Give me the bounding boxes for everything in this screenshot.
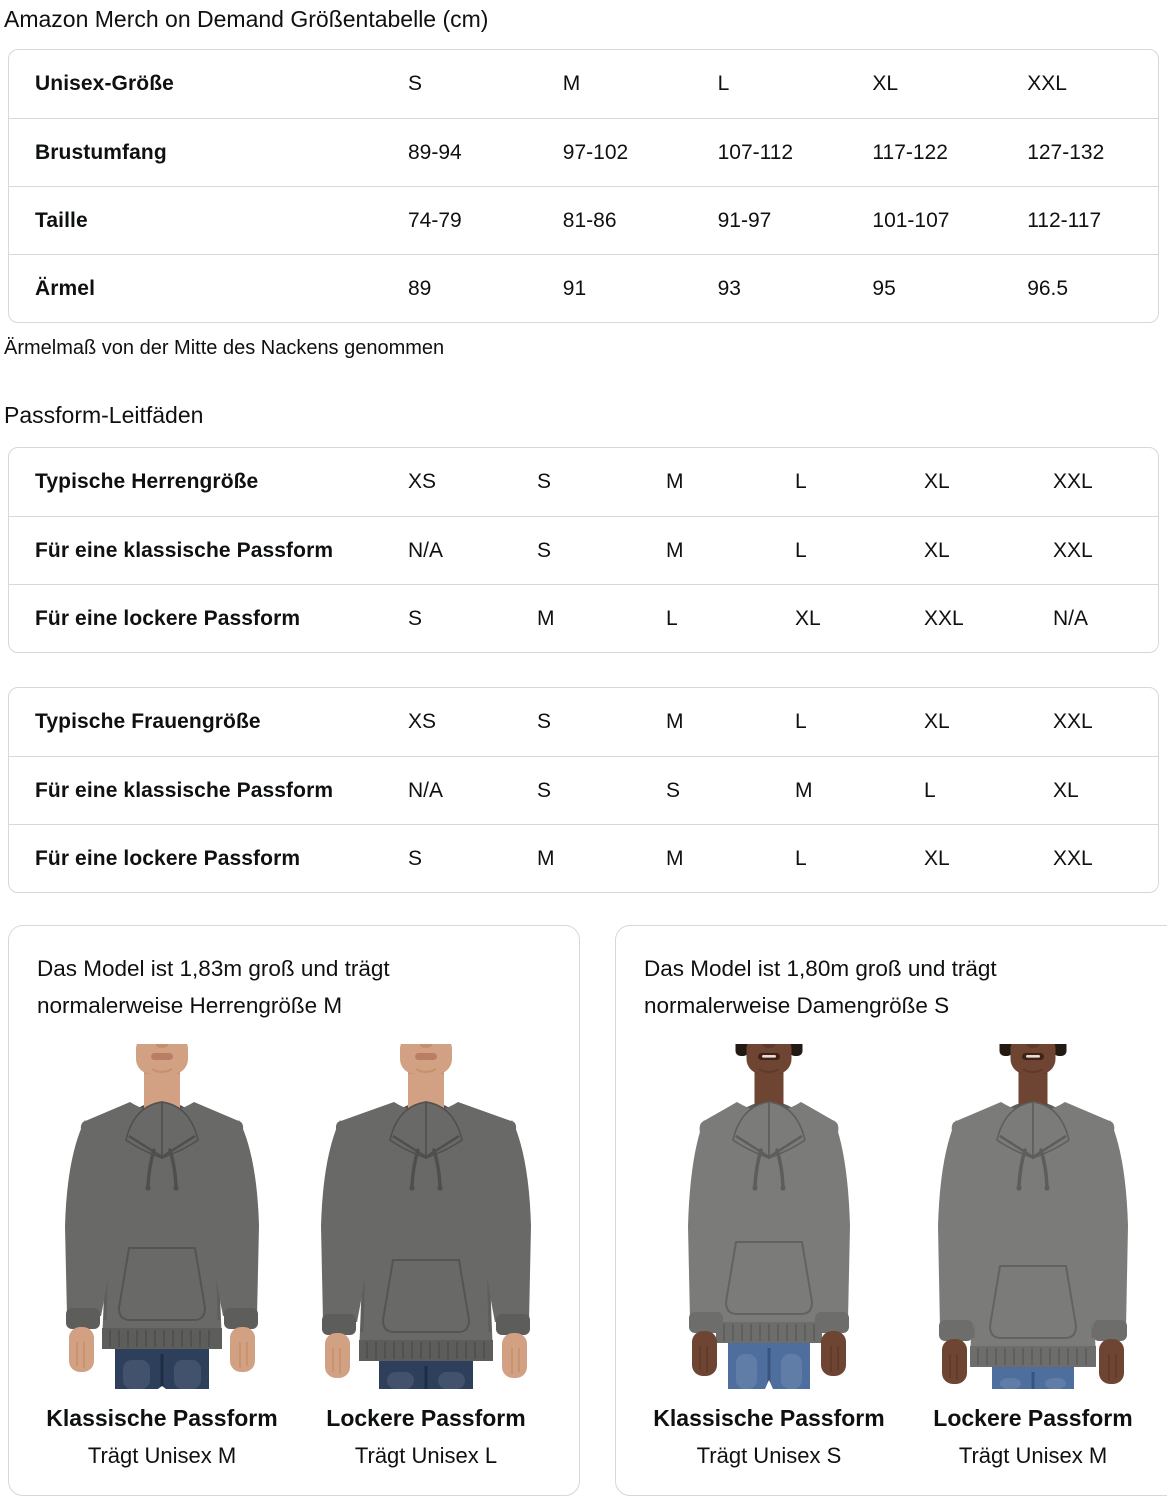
model-photo-male-loose bbox=[301, 1044, 551, 1389]
size-value: XXL bbox=[1053, 846, 1093, 870]
size-value: 95 bbox=[872, 276, 896, 300]
size-value: 89-94 bbox=[408, 140, 462, 164]
size-value: XXL bbox=[924, 606, 964, 630]
model-card-men bbox=[8, 925, 580, 1496]
model-figure bbox=[37, 1044, 287, 1469]
size-value: XS bbox=[408, 470, 437, 493]
fit-type-label: Lockere Passform bbox=[326, 1405, 526, 1431]
row-label: Für eine lockere Passform bbox=[35, 846, 301, 870]
table-row bbox=[9, 118, 1158, 186]
figure-row bbox=[37, 1044, 551, 1469]
size-value: S bbox=[537, 778, 552, 802]
size-value: M bbox=[666, 710, 684, 733]
size-value: XL bbox=[924, 470, 950, 493]
sleeve-note: Ärmelmaß von der Mitte des Nackens genommen bbox=[4, 337, 445, 359]
size-value: XL bbox=[924, 538, 950, 562]
row-label: Ärmel bbox=[35, 276, 96, 300]
size-value: S bbox=[666, 778, 681, 802]
size-value: 117-122 bbox=[872, 140, 948, 164]
size-value: 93 bbox=[717, 276, 741, 300]
size-value: 97-102 bbox=[562, 140, 629, 164]
size-value: M bbox=[666, 470, 684, 493]
row-label: Für eine klassische Passform bbox=[35, 538, 334, 562]
table-row bbox=[9, 756, 1158, 824]
page-title: Amazon Merch on Demand Größentabelle (cm) bbox=[4, 6, 489, 32]
size-value: 127-132 bbox=[1027, 140, 1105, 164]
unisex-size-table bbox=[8, 49, 1159, 323]
size-value: 101-107 bbox=[872, 208, 950, 232]
fit-guides-heading: Passform-Leitfäden bbox=[4, 402, 204, 428]
size-value: S bbox=[537, 538, 552, 562]
table-row bbox=[9, 254, 1158, 322]
size-value: 91-97 bbox=[717, 208, 772, 232]
row-label: Unisex-Größe bbox=[35, 72, 174, 95]
row-label: Typische Herrengröße bbox=[35, 470, 259, 493]
size-value: 96.5 bbox=[1027, 276, 1069, 300]
model-description: Das Model ist 1,83m groß und trägt normalerweise Herrengröße M bbox=[37, 956, 390, 1018]
size-value: S bbox=[408, 606, 423, 630]
table-row bbox=[9, 516, 1158, 584]
fit-type-label: Klassische Passform bbox=[653, 1405, 885, 1431]
worn-size-label: Trägt Unisex M bbox=[87, 1443, 237, 1468]
worn-size-label: Trägt Unisex S bbox=[696, 1443, 842, 1468]
mens-fit-table bbox=[8, 447, 1159, 653]
row-label: Für eine lockere Passform bbox=[35, 606, 301, 630]
size-value: XS bbox=[408, 710, 437, 733]
figure-row bbox=[644, 1044, 1158, 1469]
table-row bbox=[9, 688, 1158, 756]
size-value: XL bbox=[795, 606, 821, 630]
size-value: L bbox=[924, 778, 936, 802]
size-value: XXL bbox=[1053, 710, 1093, 733]
size-value: N/A bbox=[408, 538, 444, 562]
table-row bbox=[9, 584, 1158, 652]
worn-size-label: Trägt Unisex M bbox=[958, 1443, 1108, 1468]
size-value: XXL bbox=[1053, 538, 1093, 562]
table-row bbox=[9, 186, 1158, 254]
row-label: Typische Frauengröße bbox=[35, 710, 261, 733]
model-photo-female-classic bbox=[644, 1044, 894, 1389]
row-label: Brustumfang bbox=[35, 140, 167, 164]
model-figure bbox=[644, 1044, 894, 1469]
size-value: N/A bbox=[408, 778, 444, 802]
model-photo-male-classic bbox=[37, 1044, 287, 1389]
womens-fit-table bbox=[8, 687, 1159, 893]
size-value: 81-86 bbox=[562, 208, 617, 232]
size-value: L bbox=[795, 470, 807, 493]
size-value: 91 bbox=[562, 276, 587, 300]
model-cards bbox=[8, 925, 1159, 1496]
table-row bbox=[9, 824, 1158, 892]
size-value: M bbox=[666, 538, 684, 562]
size-value: 107-112 bbox=[717, 140, 794, 164]
size-value: M bbox=[666, 846, 684, 870]
model-card-women bbox=[615, 925, 1167, 1496]
size-value: 74-79 bbox=[408, 208, 462, 232]
size-value: M bbox=[562, 72, 581, 95]
model-photo-female-loose bbox=[908, 1044, 1158, 1389]
size-value: L bbox=[666, 606, 678, 630]
size-value: M bbox=[537, 846, 555, 870]
size-value: XXL bbox=[1027, 72, 1067, 95]
size-value: L bbox=[795, 538, 807, 562]
size-value: XL bbox=[872, 72, 899, 95]
size-value: XL bbox=[924, 846, 950, 870]
size-value: XL bbox=[1053, 778, 1079, 802]
size-value: S bbox=[408, 72, 423, 95]
size-value: M bbox=[537, 606, 555, 630]
size-value: 89 bbox=[408, 276, 432, 300]
fit-type-label: Klassische Passform bbox=[46, 1405, 278, 1431]
worn-size-label: Trägt Unisex L bbox=[354, 1443, 498, 1468]
size-value: L bbox=[717, 72, 730, 95]
size-value: 112-117 bbox=[1027, 208, 1102, 232]
size-value: S bbox=[537, 710, 552, 733]
size-value: L bbox=[795, 846, 807, 870]
size-value: S bbox=[408, 846, 423, 870]
size-value: N/A bbox=[1053, 606, 1089, 630]
size-value: L bbox=[795, 710, 807, 733]
fit-type-label: Lockere Passform bbox=[933, 1405, 1133, 1431]
table-row bbox=[9, 50, 1158, 118]
model-figure bbox=[908, 1044, 1158, 1469]
size-value: XXL bbox=[1053, 470, 1093, 493]
size-value: S bbox=[537, 470, 552, 493]
size-value: XL bbox=[924, 710, 950, 733]
size-value: M bbox=[795, 778, 813, 802]
row-label: Taille bbox=[35, 208, 88, 232]
model-figure bbox=[301, 1044, 551, 1469]
model-description: Das Model ist 1,80m groß und trägt normalerweise Damengröße S bbox=[644, 956, 997, 1018]
row-label: Für eine klassische Passform bbox=[35, 778, 334, 802]
table-row bbox=[9, 448, 1158, 516]
